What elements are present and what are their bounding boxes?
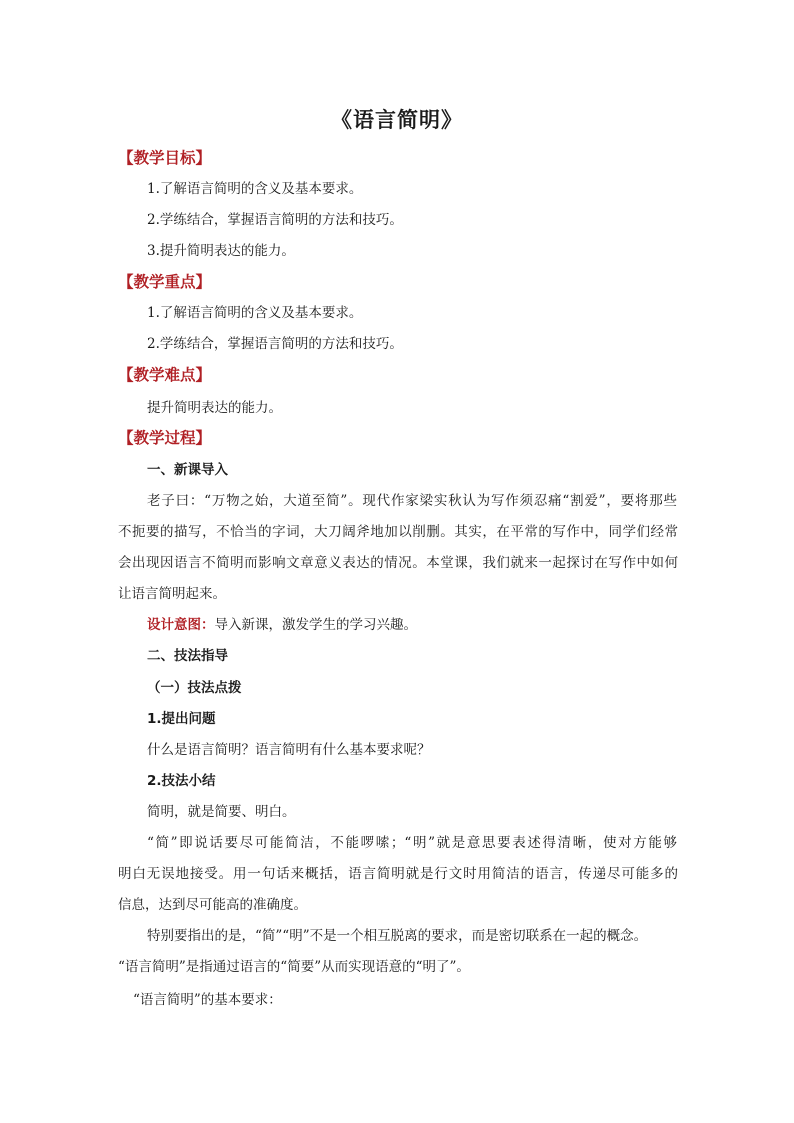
- note-paragraph-line: “语言简明”是指通过语言的“简要”从而实现语意的“明了”。: [118, 959, 470, 975]
- sub-heading: （一）技法点拨: [147, 680, 242, 696]
- design-intent: [147, 613, 417, 633]
- design-intent-text: 导入新课，激发学生的学习兴趣。: [214, 617, 417, 633]
- summary-text: 简明，就是简要、明白。: [147, 804, 296, 820]
- summary-paragraph-line: 明白无误地接受。用一句话来概括，语言简明就是行文时用简洁的语言，传递尽可能多的: [118, 866, 678, 882]
- intro-heading: 一、新课导入: [147, 462, 228, 478]
- summary-heading: 2.技法小结: [147, 773, 216, 789]
- intro-paragraph-line: 老子曰：“万物之始，大道至简”。现代作家梁实秋认为写作须忍痛“割爱”，要将那些: [147, 493, 677, 509]
- section-heading-process: 【教学过程】: [118, 429, 212, 447]
- summary-paragraph-line: “简”即说话要尽可能简洁，不能啰嗦；“明”就是意思要表述得清晰，使对方能够: [147, 835, 677, 851]
- key-point-item: 2.学练结合，掌握语言简明的方法和技巧。: [147, 336, 403, 352]
- question-text: 什么是语言简明？语言简明有什么基本要求呢？: [147, 742, 431, 758]
- section-heading-difficulties: 【教学难点】: [118, 366, 212, 384]
- design-intent-label: 设计意图：: [147, 617, 215, 633]
- key-point-item: 1.了解语言简明的含义及基本要求。: [147, 305, 363, 321]
- objective-item: 1.了解语言简明的含义及基本要求。: [147, 181, 363, 197]
- intro-paragraph-line: 会出现因语言不简明而影响文章意义表达的情况。本堂课，我们就来一起探讨在写作中如何: [118, 555, 678, 571]
- method-heading: 二、技法指导: [147, 648, 228, 664]
- intro-paragraph-line: 让语言简明起来。: [118, 586, 226, 602]
- section-heading-key-points: 【教学重点】: [118, 273, 212, 291]
- objective-item: 2.学练结合，掌握语言简明的方法和技巧。: [147, 212, 403, 228]
- requirements-lead: “语言简明”的基本要求：: [133, 992, 282, 1008]
- page-title: 《语言简明》: [331, 107, 463, 132]
- objective-item: 3.提升简明表达的能力。: [147, 243, 295, 259]
- difficulty-item: 提升简明表达的能力。: [147, 400, 282, 416]
- question-heading: 1.提出问题: [147, 711, 216, 727]
- summary-paragraph-line: 信息，达到尽可能高的准确度。: [118, 897, 307, 913]
- section-heading-objectives: 【教学目标】: [118, 149, 212, 167]
- note-paragraph-line: 特别要指出的是，“简”“明”不是一个相互脱离的要求，而是密切联系在一起的概念。: [147, 928, 648, 944]
- intro-paragraph-line: 不扼要的描写，不恰当的字词，大刀阔斧地加以削删。其实，在平常的写作中，同学们经常: [118, 524, 678, 540]
